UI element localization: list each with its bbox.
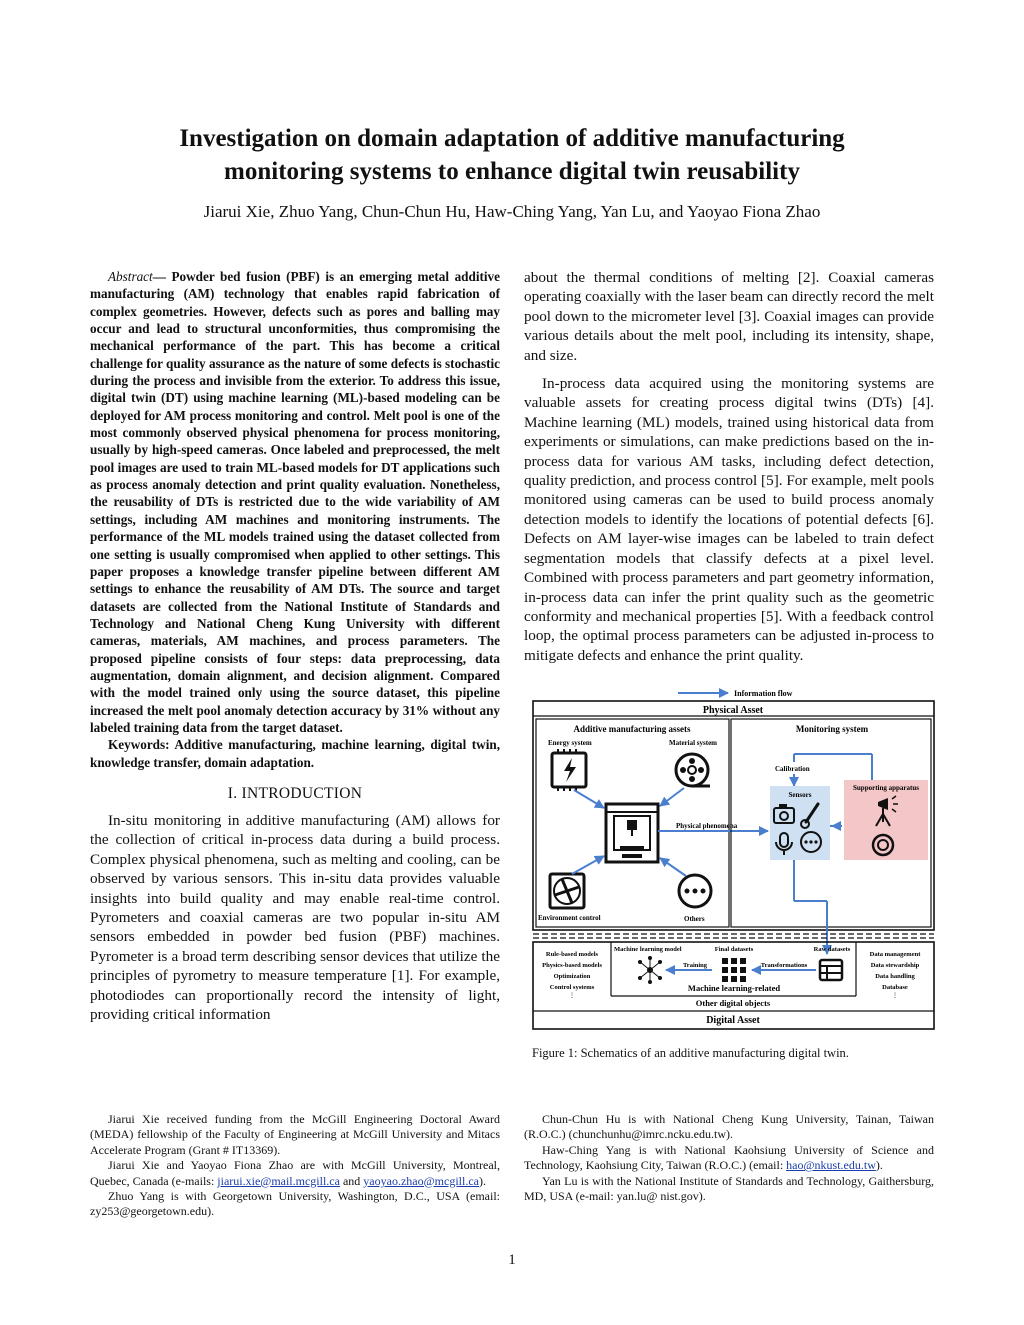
keywords (90, 736, 500, 771)
monitoring-system-label: Monitoring system (795, 724, 869, 734)
training-label: Training (682, 962, 708, 969)
footnote-affiliation-mcgill (90, 1158, 500, 1189)
printer-icon (606, 804, 658, 862)
right-column (524, 268, 934, 665)
list-item: Physics-based models (542, 962, 602, 969)
page-number: 1 (508, 1252, 516, 1268)
list-item: Rule-based models (545, 951, 599, 958)
email-link-yang[interactable]: hao@nkust.edu.tw (786, 1158, 876, 1173)
legend-info-flow: Information flow (734, 689, 793, 698)
more-icon (679, 875, 711, 907)
list-item: Data stewardship (870, 962, 920, 969)
left-model-list (542, 951, 602, 999)
section-heading-introduction: I. INTRODUCTION (227, 784, 363, 802)
footnote-funding: Jiarui Xie received funding from the McGill Engineering Doctoral Award (MEDA) fellowship of the Faculty of Engineering at McGill University and Mitacs Accelerate Program (Grant # IT13369). (90, 1112, 500, 1157)
left-column (90, 268, 500, 1024)
physical-phenomena-label: Physical phenomena (676, 822, 738, 830)
raw-datasets-label: Raw datasets (813, 946, 851, 953)
footnote-affiliation-ncku: Chun-Chun Hu is with National Cheng Kung University, Tainan, Taiwan (R.O.C.) (chunchunhu@imrc.ncku.edu.tw). (524, 1112, 934, 1142)
title-line-1: Investigation on domain adaptation of additive manufacturing (179, 125, 845, 152)
abstract-dash: — (152, 269, 166, 284)
footnote-text: Jiarui Xie and Yaoyao Fiona Zhao are with McGill University, Montreal, Quebec, Canada (e-mails: (90, 1158, 500, 1188)
figure-digital-twin-schematic (532, 686, 936, 1031)
digital-asset-label: Digital Asset (706, 1015, 760, 1026)
list-item: ⋮ (568, 992, 576, 999)
am-assets-label: Additive manufacturing assets (573, 724, 691, 734)
footnote-text: ). (875, 1158, 883, 1173)
list-item: Database (882, 984, 908, 991)
email-link-xie[interactable]: jiarui.xie@mail.mcgill.ca (217, 1173, 340, 1188)
paper-title (80, 122, 944, 188)
chip-icon (552, 749, 586, 791)
list-item: Data handling (875, 973, 915, 980)
footnote-affiliation-georgetown: Zhuo Yang is with Georgetown University, Washington, D.C., USA (email: zy253@georgetown.edu). (90, 1189, 500, 1219)
footnote-text: ). (478, 1173, 486, 1188)
right-data-list (870, 951, 922, 999)
footnotes-left (90, 1112, 500, 1220)
keywords-text: Additive manufacturing, machine learning, digital twin, knowledge transfer, domain adaptation. (90, 737, 500, 770)
footnote-text: and (339, 1173, 364, 1188)
dataset-grid-icon (722, 958, 746, 982)
final-datasets-label: Final datasets (714, 946, 754, 953)
author-list: Jiarui Xie, Zhuo Yang, Chun-Chun Hu, Haw-Ching Yang, Yan Lu, and Yaoyao Fiona Zhao (203, 202, 821, 221)
other-digital-objects-label: Other digital objects (695, 998, 771, 1008)
ml-related-label: Machine learning-related (687, 983, 781, 993)
ml-model-label: Machine learning model (614, 946, 682, 953)
intro-paragraph-2: In-process data acquired using the monitoring systems are valuable assets for creating process digital twins (DTs) [4]. Machine learning (ML) models, trained using historical data from experiments or simulations, can make predictions based on the in-process data for various AM tasks, including defect detection, quality prediction, and process control [5]. For example, melt pools monitored using cameras can be used to build process anomaly detection models to identify the locations of potential defects [6]. Defects on AM layer-wise images can be labeled to train defect segmentation models that classify defects at a pixel level. Combined with process parameters and part geometry information, in-process data can infer the print quality such as the geometric conformity and mechanical properties [5]. With a feedback control loop, the optimal process parameters can be adjusted in-process to mitigate defects and enhance the print quality. (524, 375, 934, 664)
keywords-label: Keywords: (108, 737, 170, 753)
calibration-label: Calibration (775, 765, 810, 773)
list-item: Optimization (553, 973, 591, 980)
title-line-2: monitoring systems to enhance digital twin reusability (224, 158, 800, 185)
footnote-text: Haw-Ching Yang is with National Kaohsiung University of Science and Technology, Kaohsiung City, Taiwan (R.O.C.) (email: (524, 1142, 934, 1173)
sensors-label: Sensors (788, 791, 812, 799)
intro-paragraph-1: In-situ monitoring in additive manufacturing (AM) allows for the collection of critical in-process data during a build process. Complex physical phenomena, such as melting and cooling, can be observed by various sensors. This in-situ data provides valuable insights into build quality and may enable real-time control. Pyrometers and coaxial cameras are two popular in-situ AM sensors embedded in powder bed fusion (PBF) machines. Pyrometer is a broad term describing sensor devices that utilize the principles of pyrometry to measure temperature [1]. For example, photodiodes can proportionally record the intensity of light, providing critical information (90, 811, 500, 1024)
abstract-label: Abstract (108, 269, 153, 284)
list-item: ⋮ (891, 992, 899, 999)
list-item: Control systems (549, 984, 595, 991)
intro-paragraph-continued: about the thermal conditions of melting [2]. Coaxial cameras operating coaxially with the laser beam can directly record the melt pool down to the micrometer level [3]. Coaxial images can provide various details about the melt pool, including its intensity, shape, and size. (524, 269, 934, 364)
table-icon (820, 960, 842, 980)
physical-asset-label: Physical Asset (702, 705, 764, 716)
transformations-label: Transformations (760, 962, 808, 969)
footnote-affiliation-nist: Yan Lu is with the National Institute of Standards and Technology, Gaithersburg, MD, USA (e-mail: yan.lu@ nist.gov). (524, 1173, 934, 1204)
energy-system-label: Energy system (548, 739, 592, 747)
others-label: Others (684, 915, 705, 923)
footnote-affiliation-nkust (524, 1143, 934, 1174)
abstract-text: Powder bed fusion (PBF) is an emerging metal additive manufacturing (AM) technology that enables rapid fabrication of complex geometries. However, defects such as pores and balling may occur and lead to structural unconformities, thus compromising the mechanical performance of the part. This has become a critical challenge for quality assurance as the nature of some defects is stochastic during the process and invisible from the exterior. To address this issue, digital twin (DT) using machine learning (ML)-based modeling can be deployed for AM process monitoring and control. Melt pool is one of the most commonly observed physical phenomena for process monitoring, usually by high-speed cameras. Once labeled and preprocessed, the melt pool images are used to train ML-based models for DT applications such as process anomaly detection and print quality evaluation. Nonetheless, the reusability of DTs is restricted due to the wide variability of AM settings, including AM machines and monitoring instruments. The performance of the ML models trained using the dataset collected from one setting is usually compromised when applied to other settings. This paper proposes a knowledge transfer pipeline between different AM settings to enhance the reusability of AM DTs. The source and target datasets are collected from the National Institute of Standards and Technology and National Cheng Kung University with different cameras, materials, AM machines, and process parameters. The proposed pipeline consists of four steps: data preprocessing, data augmentation, domain alignment, and decision alignment. Compared with the model trained only using the source dataset, this pipeline increased the melt pool anomaly detection accuracy by 31% without any labeled training data from the target dataset. (90, 269, 500, 735)
supporting-apparatus-label: Supporting apparatus (853, 784, 919, 792)
footnotes-right (524, 1112, 934, 1204)
email-link-zhao[interactable]: yaoyao.zhao@mcgill.ca (363, 1173, 479, 1188)
environment-control-label: Environment control (538, 914, 601, 922)
neural-network-icon (638, 956, 662, 984)
material-system-label: Material system (669, 739, 718, 747)
reel-icon (676, 754, 710, 786)
abstract (90, 268, 500, 736)
figure-caption: Figure 1: Schematics of an additive manufacturing digital twin. (532, 1046, 849, 1060)
list-item: Data management (869, 951, 921, 958)
fan-icon (550, 874, 584, 908)
